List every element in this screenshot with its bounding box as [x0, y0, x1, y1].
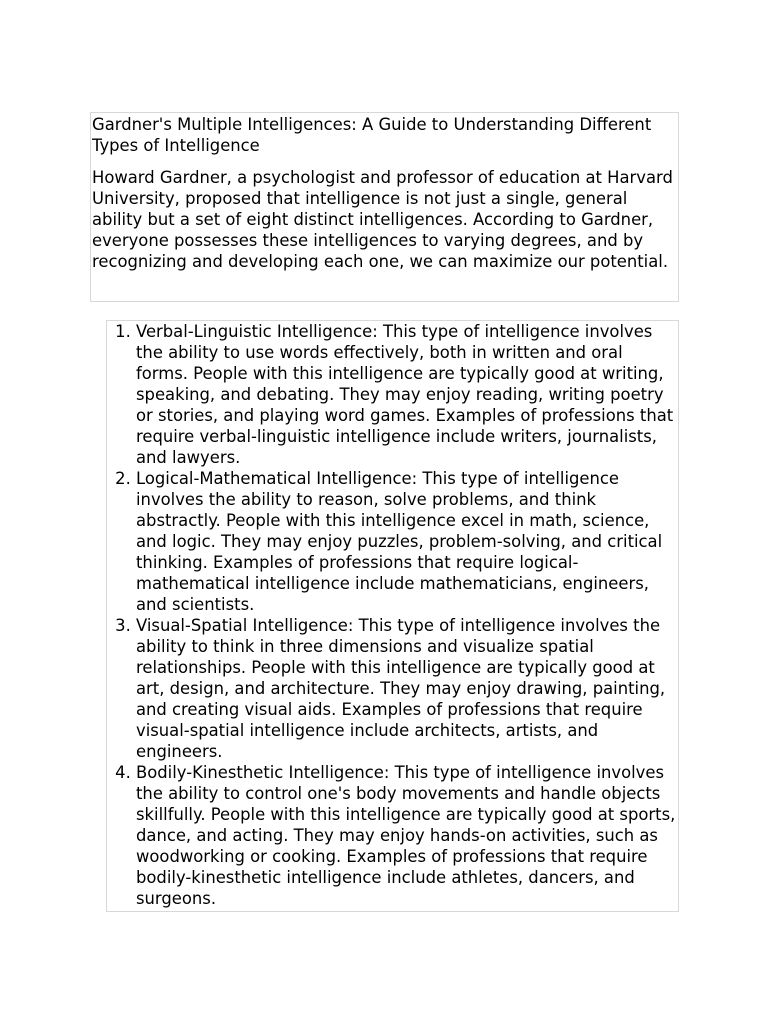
- intro-paragraph: Howard Gardner, a psychologist and professor of education at Harvard University, proposed that intelligence is not just a single, general ability but a set of eight distinct intelligences. According to Gardner, everyone possesses these intelligences to varying degrees, and by recognizing and developing each one, we can maximize our potential.: [92, 168, 673, 271]
- intelligences-list: [107, 321, 678, 909]
- list-item: 4. Bodily-Kinesthetic Intelligence: This type of intelligence involves the ability to control one's body movements and handle objects skillfully. People with this intelligence are typically good at sports, dance, and acting. They may enjoy hands-on activities, such as woodworking or cooking. Examples of professions that require bodily-kinesthetic intelligence include athletes, dancers, and surgeons.: [136, 762, 678, 909]
- list-item: 1. Verbal-Linguistic Intelligence: This type of intelligence involves the ability to use words effectively, both in written and oral forms. People with this intelligence are typically good at writing, speaking, and debating. They may enjoy reading, writing poetry or stories, and playing word games. Examples of professions that require verbal-linguistic intelligence include writers, journalists, and lawyers.: [136, 321, 678, 468]
- intelligences-section: [106, 320, 679, 912]
- intro-section: [90, 112, 679, 302]
- list-item: 2. Logical-Mathematical Intelligence: This type of intelligence involves the ability to reason, solve problems, and think abstractly. People with this intelligence excel in math, science, and logic. They may enjoy puzzles, problem-solving, and critical thinking. Examples of professions that require logical-mathematical intelligence include mathematicians, engineers, and scientists.: [136, 468, 678, 615]
- list-item: 3. Visual-Spatial Intelligence: This type of intelligence involves the ability to think in three dimensions and visualize spatial relationships. People with this intelligence are typically good at art, design, and architecture. They may enjoy drawing, painting, and creating visual aids. Examples of professions that require visual-spatial intelligence include architects, artists, and engineers.: [136, 615, 678, 762]
- document-title: Gardner's Multiple Intelligences: A Guide to Understanding Different Types of Intelligence: [92, 115, 652, 155]
